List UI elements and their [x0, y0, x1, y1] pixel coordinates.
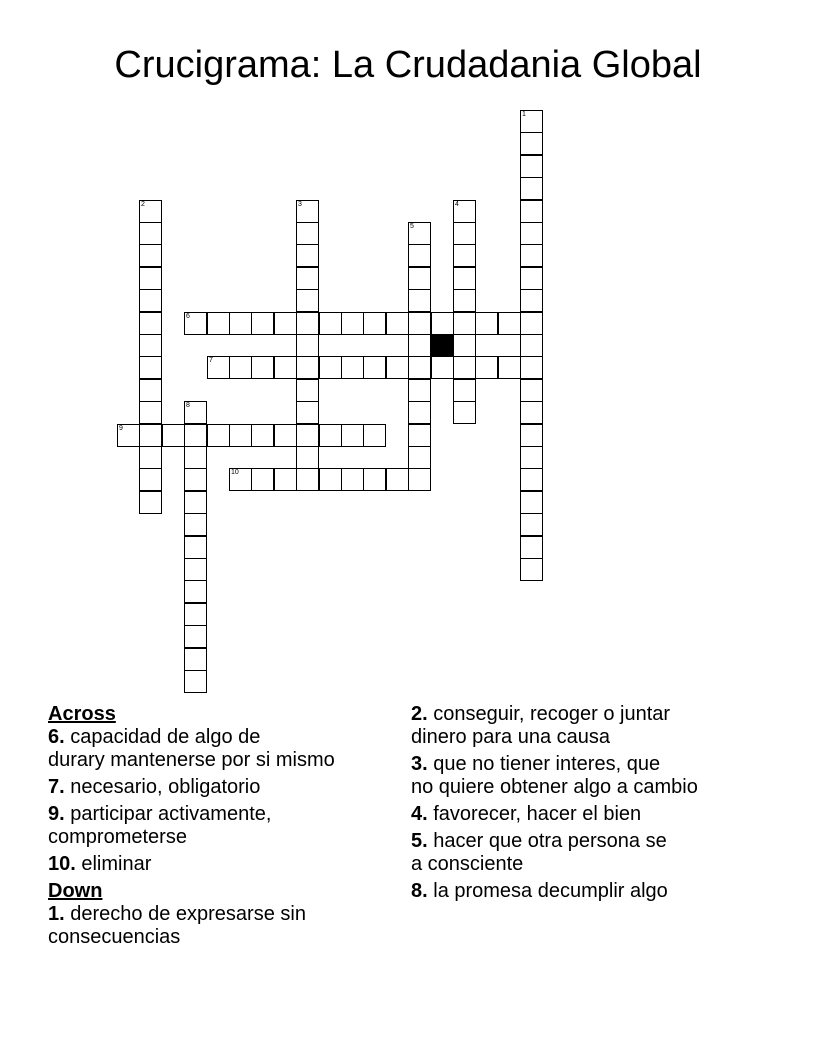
grid-cell[interactable]: [139, 200, 162, 223]
grid-cell[interactable]: [139, 446, 162, 469]
grid-cell[interactable]: [296, 356, 319, 379]
clue-number-label: 6: [186, 313, 190, 320]
grid-cell[interactable]: [139, 379, 162, 402]
grid-cell[interactable]: [453, 312, 476, 335]
grid-cell[interactable]: [520, 267, 543, 290]
grid-cell[interactable]: [520, 110, 543, 133]
grid-cell[interactable]: [520, 177, 543, 200]
grid-cell[interactable]: [296, 267, 319, 290]
clue-item: [411, 880, 791, 903]
grid-cell[interactable]: [184, 580, 207, 603]
clue-number-label: 5: [410, 223, 414, 230]
clue-number-label: 10: [231, 469, 239, 476]
clues-right-column: [411, 703, 791, 907]
grid-cell[interactable]: [520, 401, 543, 424]
grid-cell[interactable]: [520, 513, 543, 536]
clues-left-column: [48, 703, 408, 953]
clue-number: 2.: [411, 703, 428, 725]
grid-cell[interactable]: [386, 312, 409, 335]
down-clue-list: [48, 903, 408, 949]
clue-text: 10. eliminar: [48, 853, 152, 875]
clue-number: 6.: [48, 726, 65, 748]
grid-cell[interactable]: [408, 312, 431, 335]
grid-cell[interactable]: [453, 244, 476, 267]
grid-cell[interactable]: [341, 424, 364, 447]
grid-cell[interactable]: [296, 334, 319, 357]
grid-cell[interactable]: [139, 222, 162, 245]
grid-cell[interactable]: [408, 468, 431, 491]
grid-cell[interactable]: [520, 424, 543, 447]
grid-cell[interactable]: [520, 222, 543, 245]
grid-cell[interactable]: [184, 468, 207, 491]
grid-cell[interactable]: [408, 424, 431, 447]
grid-cell[interactable]: [319, 312, 342, 335]
grid-cell[interactable]: [319, 468, 342, 491]
clue-number: 8.: [411, 880, 428, 902]
grid-cell[interactable]: [520, 155, 543, 178]
clue-text: 5. hacer que otra persona se: [411, 830, 667, 852]
grid-cell[interactable]: [184, 446, 207, 469]
down-heading: Down: [48, 880, 103, 902]
clue-number-label: 3: [298, 201, 302, 208]
grid-cell[interactable]: [408, 244, 431, 267]
grid-cell[interactable]: [274, 356, 297, 379]
grid-cell[interactable]: [184, 513, 207, 536]
grid-cell[interactable]: [520, 312, 543, 335]
clue-item: [411, 753, 791, 799]
grid-cell[interactable]: [296, 289, 319, 312]
grid-cell[interactable]: [139, 334, 162, 357]
clue-text: dinero para una causa: [411, 726, 611, 748]
grid-cell[interactable]: [520, 491, 543, 514]
grid-cell[interactable]: [296, 244, 319, 267]
clue-number: 4.: [411, 803, 428, 825]
grid-cell[interactable]: [139, 267, 162, 290]
clue-item: [411, 803, 791, 826]
grid-cell[interactable]: [207, 356, 230, 379]
grid-cell[interactable]: [319, 424, 342, 447]
clue-number: 9.: [48, 803, 65, 825]
clue-text: 1. derecho de expresarse sin: [48, 903, 306, 925]
grid-cell[interactable]: [408, 334, 431, 357]
grid-cell[interactable]: [453, 222, 476, 245]
grid-cell[interactable]: [296, 424, 319, 447]
grid-cell[interactable]: [184, 670, 207, 693]
grid-cell[interactable]: [520, 334, 543, 357]
grid-cell[interactable]: [408, 446, 431, 469]
grid-cell[interactable]: [408, 401, 431, 424]
grid-cell[interactable]: [251, 468, 274, 491]
clue-number-label: 1: [522, 111, 526, 118]
grid-cell[interactable]: [139, 468, 162, 491]
grid-cell[interactable]: [296, 468, 319, 491]
grid-cell[interactable]: [386, 356, 409, 379]
grid-cell[interactable]: [341, 356, 364, 379]
clue-number: 7.: [48, 776, 65, 798]
clue-item: [48, 803, 408, 849]
grid-cell[interactable]: [341, 468, 364, 491]
clue-item: [411, 703, 791, 749]
grid-cell[interactable]: [408, 222, 431, 245]
clue-item: [48, 726, 408, 772]
grid-cell[interactable]: [229, 468, 252, 491]
grid-cell[interactable]: [117, 424, 140, 447]
grid-cell[interactable]: [453, 289, 476, 312]
grid-cell[interactable]: [520, 200, 543, 223]
grid-cell[interactable]: [453, 379, 476, 402]
grid-cell[interactable]: [453, 267, 476, 290]
grid-cell[interactable]: [520, 536, 543, 559]
grid-cell[interactable]: [296, 401, 319, 424]
grid-cell[interactable]: [520, 289, 543, 312]
grid-cell[interactable]: [520, 468, 543, 491]
grid-cell[interactable]: [162, 424, 185, 447]
clue-text: 6. capacidad de algo de: [48, 726, 261, 748]
grid-cell[interactable]: [520, 446, 543, 469]
clue-text: durary mantenerse por si mismo: [48, 749, 335, 771]
grid-cell[interactable]: [363, 424, 386, 447]
clue-text: consecuencias: [48, 926, 181, 948]
grid-cell[interactable]: [139, 401, 162, 424]
grid-cell[interactable]: [251, 312, 274, 335]
grid-cell[interactable]: [251, 424, 274, 447]
grid-cell[interactable]: [184, 558, 207, 581]
clue-number: 1.: [48, 903, 65, 925]
across-clue-list: [48, 726, 408, 876]
clue-number: 10.: [48, 853, 76, 875]
clue-number-label: 7: [209, 357, 213, 364]
grid-cell[interactable]: [274, 312, 297, 335]
grid-cell[interactable]: [453, 200, 476, 223]
grid-cell[interactable]: [139, 244, 162, 267]
page-title: Crucigrama: La Crudadania Global: [114, 44, 702, 86]
grid-cell[interactable]: [520, 132, 543, 155]
grid-cell[interactable]: [296, 200, 319, 223]
grid-cell[interactable]: [207, 424, 230, 447]
clue-text: 8. la promesa decumplir algo: [411, 880, 668, 902]
grid-cell[interactable]: [184, 491, 207, 514]
grid-cell[interactable]: [184, 312, 207, 335]
clue-item: [48, 853, 408, 876]
clue-number-label: 8: [186, 402, 190, 409]
clue-text: 2. conseguir, recoger o juntar: [411, 703, 671, 725]
grid-cell[interactable]: [229, 312, 252, 335]
grid-cell[interactable]: [431, 356, 454, 379]
grid-cell[interactable]: [184, 401, 207, 424]
clue-item: [48, 903, 408, 949]
clue-number: 5.: [411, 830, 428, 852]
clue-text: 9. participar activamente,: [48, 803, 272, 825]
grid-cell[interactable]: [296, 312, 319, 335]
grid-cell[interactable]: [363, 468, 386, 491]
grid-cell[interactable]: [229, 356, 252, 379]
grid-cell[interactable]: [408, 267, 431, 290]
grid-cell[interactable]: [184, 536, 207, 559]
grid-cell[interactable]: [296, 446, 319, 469]
grid-cell[interactable]: [229, 424, 252, 447]
clue-text: a consciente: [411, 853, 524, 875]
grid-cell[interactable]: [453, 401, 476, 424]
grid-cell[interactable]: [386, 468, 409, 491]
grid-cell[interactable]: [139, 424, 162, 447]
grid-cell[interactable]: [363, 312, 386, 335]
grid-cell[interactable]: [498, 356, 521, 379]
clue-number: 3.: [411, 753, 428, 775]
grid-cell[interactable]: [498, 312, 521, 335]
grid-cell[interactable]: [520, 558, 543, 581]
grid-cell[interactable]: [431, 312, 454, 335]
clue-text: 3. que no tiener interes, que: [411, 753, 661, 775]
grid-cell[interactable]: [520, 356, 543, 379]
grid-cell[interactable]: [296, 222, 319, 245]
grid-cell[interactable]: [251, 356, 274, 379]
across-heading: Across: [48, 703, 116, 725]
grid-cell[interactable]: [274, 468, 297, 491]
grid-cell[interactable]: [184, 625, 207, 648]
clue-item: [48, 776, 408, 799]
grid-cell[interactable]: [408, 356, 431, 379]
grid-cell[interactable]: [274, 424, 297, 447]
grid-cell[interactable]: [408, 289, 431, 312]
grid-cell[interactable]: [408, 379, 431, 402]
clue-text: 7. necesario, obligatorio: [48, 776, 261, 798]
grid-cell[interactable]: [139, 356, 162, 379]
grid-cell[interactable]: [184, 424, 207, 447]
grid-cell[interactable]: [139, 312, 162, 335]
clue-text: no quiere obtener algo a cambio: [411, 776, 698, 798]
grid-cell[interactable]: [453, 334, 476, 357]
grid-cell[interactable]: [520, 244, 543, 267]
grid-cell[interactable]: [475, 312, 498, 335]
grid-cell[interactable]: [296, 379, 319, 402]
crossword-grid: [117, 110, 543, 692]
grid-cell[interactable]: [319, 356, 342, 379]
down-clue-list-continued: [411, 703, 791, 903]
grid-cell[interactable]: [341, 312, 364, 335]
grid-cell[interactable]: [139, 491, 162, 514]
grid-cell[interactable]: [363, 356, 386, 379]
grid-cell[interactable]: [184, 648, 207, 671]
clue-number-label: 2: [141, 201, 145, 208]
grid-cell[interactable]: [520, 379, 543, 402]
grid-cell[interactable]: [139, 289, 162, 312]
grid-cell[interactable]: [184, 603, 207, 626]
clue-text: comprometerse: [48, 826, 187, 848]
grid-cell[interactable]: [453, 356, 476, 379]
clue-number-label: 4: [455, 201, 459, 208]
grid-cell[interactable]: [207, 312, 230, 335]
clue-text: 4. favorecer, hacer el bien: [411, 803, 642, 825]
clue-item: [411, 830, 791, 876]
grid-cell[interactable]: [475, 356, 498, 379]
blocked-cell: [431, 334, 454, 357]
clue-number-label: 9: [119, 425, 123, 432]
